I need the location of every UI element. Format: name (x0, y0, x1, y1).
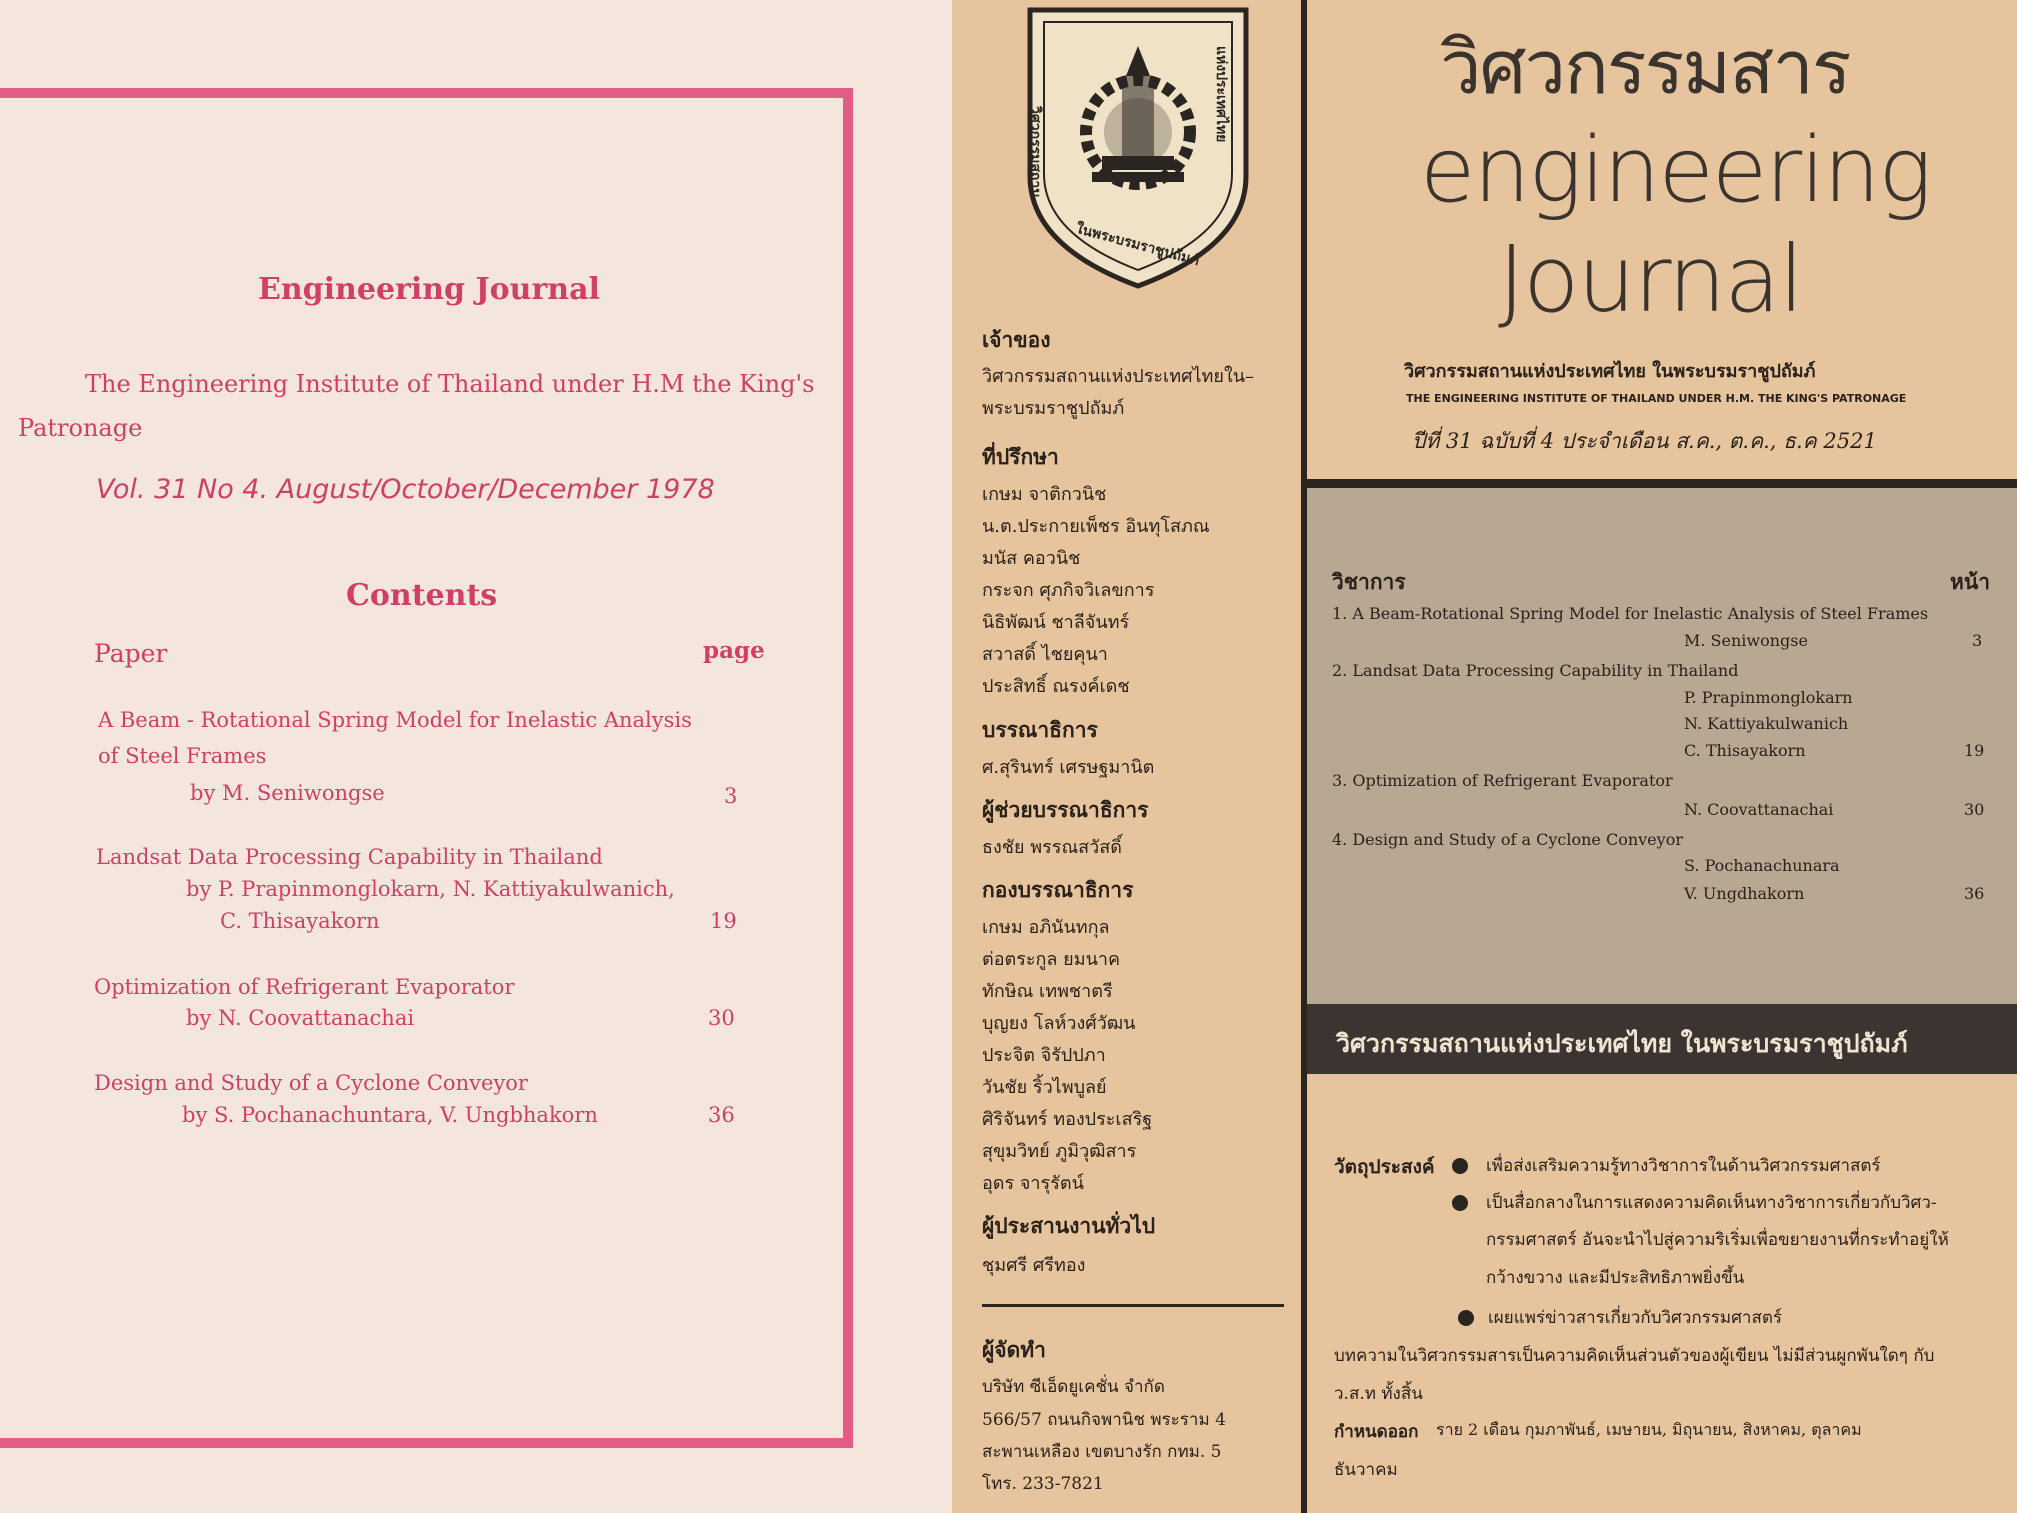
advisor-6: สวาสดิ์ ไชยคุนา (982, 644, 1108, 665)
assistant-editor-heading: ผู้ช่วยบรรณาธิการ (982, 797, 1149, 822)
paper-2-title: Landsat Data Processing Capability in Thailand (96, 845, 603, 869)
issue-line: ปีที่ 31 ฉบับที่ 4 ประจำเดือน ส.ค., ต.ค., ธ.ค 2521 (1412, 429, 1877, 453)
toc-entry-3-page: 30 (1964, 800, 1985, 819)
toc-page-header: หน้า (1950, 569, 1990, 594)
toc-entry-2-author-2: N. Kattiyakulwanich (1684, 714, 1849, 733)
schedule-line-1: ราย 2 เดือน กุมภาพันธ์, เมษายน, มิถุนายน, สิงหาคม, ตุลาคม (1436, 1420, 1862, 1439)
paper-4-authors: by S. Pochanachuntara, V. Ungbhakorn (182, 1103, 598, 1127)
left-page (0, 0, 952, 1513)
institute-emblem (1022, 6, 1254, 290)
paper-2-authors: by P. Prapinmonglokarn, N. Kattiyakulwanich, (186, 877, 675, 901)
contents-heading: Contents (346, 578, 498, 613)
toc-box (1307, 479, 2017, 1029)
coordinator-heading: ผู้ประสานงานทั่วไป (982, 1213, 1156, 1238)
objective-1: เพื่อส่งเสริมความรู้ทางวิชาการในด้านวิศวกรรมศาสตร์ (1486, 1156, 1881, 1176)
toc-entry-2-title: 2. Landsat Data Processing Capability in Thailand (1332, 661, 1739, 680)
toc-entry-1-title: 1. A Beam-Rotational Spring Model for Inelastic Analysis of Steel Frames (1332, 604, 1929, 623)
board-member-2: ต่อตระกูล ยมนาค (982, 949, 1121, 970)
masthead-english-institute: THE ENGINEERING INSTITUTE OF THAILAND UNDER H.M. THE KING'S PATRONAGE (1406, 392, 1907, 405)
toc-entry-4-author-1: S. Pochanachunara (1684, 856, 1840, 875)
board-member-1: เกษม อภินันทกุล (982, 917, 1110, 938)
bullet-3-icon (1458, 1310, 1474, 1326)
producer-line-2: 566/57 ถนนกิจพานิช พระราม 4 (982, 1410, 1226, 1430)
producer-line-3: สะพานเหลือง เขตบางรัก กทม. 5 (982, 1442, 1222, 1462)
advisor-2: น.ต.ประกายเพ็ชร อินทุโสภณ (982, 516, 1210, 537)
advisor-4: กระจก ศุภกิจวิเลขการ (982, 580, 1155, 601)
editor-heading: บรรณาธิการ (982, 717, 1098, 742)
board-member-4: บุญยง โลห์วงศ์วัฒน (982, 1013, 1136, 1034)
toc-entry-4-title: 4. Design and Study of a Cyclone Conveyor (1332, 830, 1683, 849)
volume-line: Vol. 31 No 4. August/October/December 1978 (96, 474, 715, 505)
emblem-text-right: แห่งประเทศไทย (1213, 46, 1229, 143)
emblem-text-left: วิศวกรรมสถาน (1027, 106, 1043, 198)
paper-column-header: Paper (94, 639, 168, 668)
toc-entry-3-title: 3. Optimization of Refrigerant Evaporator (1332, 771, 1673, 790)
masthead-journal: Journal (1498, 226, 1803, 333)
editorial-board-heading: กองบรรณาธิการ (982, 877, 1134, 902)
board-member-7: ศิริจันทร์ ทองประเสริฐ (982, 1109, 1153, 1130)
paper-2-page: 19 (710, 909, 737, 933)
toc-entry-1-author-1: M. Seniwongse (1684, 631, 1808, 650)
toc-entry-2-author-1: P. Prapinmonglokarn (1684, 688, 1853, 707)
advisor-5: นิธิพัฒน์ ชาลีจันทร์ (982, 612, 1130, 633)
advisor-1: เกษม จาติกวนิช (982, 484, 1107, 505)
owner-line-1: วิศวกรรมสถานแห่งประเทศไทยใน– (982, 366, 1255, 387)
paper-4-page: 36 (708, 1103, 735, 1127)
advisors-heading: ที่ปรึกษา (982, 444, 1059, 469)
schedule-line-2: ธันวาคม (1334, 1460, 1398, 1480)
bullet-1-icon (1452, 1158, 1468, 1174)
paper-1-author: by M. Seniwongse (190, 781, 385, 805)
institute-line-2: Patronage (18, 414, 143, 442)
producer-line-1: บริษัท ซีเอ็ดยูเคชั่น จำกัด (982, 1377, 1165, 1397)
objective-2-cont-2: กว้างขวาง และมีประสิทธิภาพยิ่งขึ้น (1486, 1268, 1745, 1288)
paper-1-title: A Beam - Rotational Spring Model for Inelastic Analysis (98, 708, 692, 732)
toc-entry-3-author-1: N. Coovattanachai (1684, 800, 1834, 819)
owner-heading: เจ้าของ (982, 327, 1051, 352)
schedule-label: กำหนดออก (1334, 1422, 1419, 1442)
journal-title: Engineering Journal (258, 272, 600, 307)
toc-entry-4-author-2: V. Ungdhakorn (1684, 884, 1805, 903)
disclaimer-line-1: บทความในวิศวกรรมสารเป็นความคิดเห็นส่วนตัวของผู้เขียน ไม่มีส่วนผูกพันใดๆ กับ (1334, 1346, 1935, 1366)
assistant-editor-name: ธงชัย พรรณสวัสดิ์ (982, 837, 1122, 858)
advisor-7: ประสิทธิ์ ณรงค์เดช (982, 676, 1130, 697)
paper-2-authors-cont: C. Thisayakorn (220, 909, 380, 933)
producer-heading: ผู้จัดทำ (982, 1337, 1046, 1362)
board-member-9: อุดร จารุรัตน์ (982, 1173, 1084, 1194)
paper-1-title-cont: of Steel Frames (98, 744, 267, 768)
board-member-3: ทักษิณ เทพชาตรี (982, 981, 1113, 1002)
owner-line-2: พระบรมราชูปถัมภ์ (982, 398, 1125, 419)
page-column-header: page (703, 637, 765, 664)
advisor-3: มนัส คอวนิช (982, 548, 1081, 569)
objective-3: เผยแพร่ข่าวสารเกี่ยวกับวิศวกรรมศาสตร์ (1488, 1308, 1783, 1328)
paper-1-page: 3 (724, 784, 738, 808)
institute-line-1: The Engineering Institute of Thailand under H.M the King's (85, 370, 815, 398)
masthead-engineering: engineering (1420, 118, 1931, 223)
toc-entry-2-page: 19 (1964, 741, 1985, 760)
objectives-label: วัตถุประสงค์ (1334, 1156, 1435, 1178)
thai-logo: วิศวกรรมสาร (1440, 25, 1850, 111)
emblem-text-bottom: ในพระบรมราชูปถัมภ์ (1074, 220, 1201, 270)
institute-banner-text: วิศวกรรมสถานแห่งประเทศไทย ในพระบรมราชูปถัมภ์ (1336, 1029, 1908, 1058)
producer-rule (982, 1304, 1284, 1307)
editor-name: ศ.สุรินทร์ เศรษฐมานิต (982, 757, 1155, 778)
disclaimer-line-2: ว.ส.ท ทั้งสิ้น (1334, 1384, 1423, 1404)
toc-entry-1-page: 3 (1972, 631, 1983, 650)
toc-entry-2-author-3: C. Thisayakorn (1684, 741, 1806, 760)
objective-2-cont-1: กรรมศาสตร์ อันจะนำไปสู่ความริเริ่มเพื่อขยายงานที่กระทำอยู่ให้ (1486, 1230, 1949, 1250)
coordinator-name: ชุมศรี ศรีทอง (982, 1255, 1086, 1276)
board-member-5: ประจิต จิรัปปภา (982, 1045, 1106, 1066)
paper-4-title: Design and Study of a Cyclone Conveyor (94, 1071, 528, 1095)
toc-subject-header: วิชาการ (1332, 569, 1406, 594)
masthead-thai-institute: วิศวกรรมสถานแห่งประเทศไทย ในพระบรมราชูปถัมภ์ (1404, 361, 1816, 382)
bullet-2-icon (1452, 1195, 1468, 1211)
paper-3-title: Optimization of Refrigerant Evaporator (94, 975, 515, 999)
toc-entry-4-page: 36 (1964, 884, 1985, 903)
producer-phone: โทร. 233-7821 (982, 1474, 1104, 1494)
board-member-8: สุขุมวิทย์ ภูมิวุฒิสาร (982, 1141, 1137, 1162)
objective-2: เป็นสื่อกลางในการแสดงความคิดเห็นทางวิชาการเกี่ยวกับวิศว- (1486, 1193, 1937, 1213)
paper-3-page: 30 (708, 1006, 735, 1030)
board-member-6: วันชัย ริ้วไพบูลย์ (982, 1077, 1107, 1098)
paper-3-author: by N. Coovattanachai (186, 1006, 415, 1030)
